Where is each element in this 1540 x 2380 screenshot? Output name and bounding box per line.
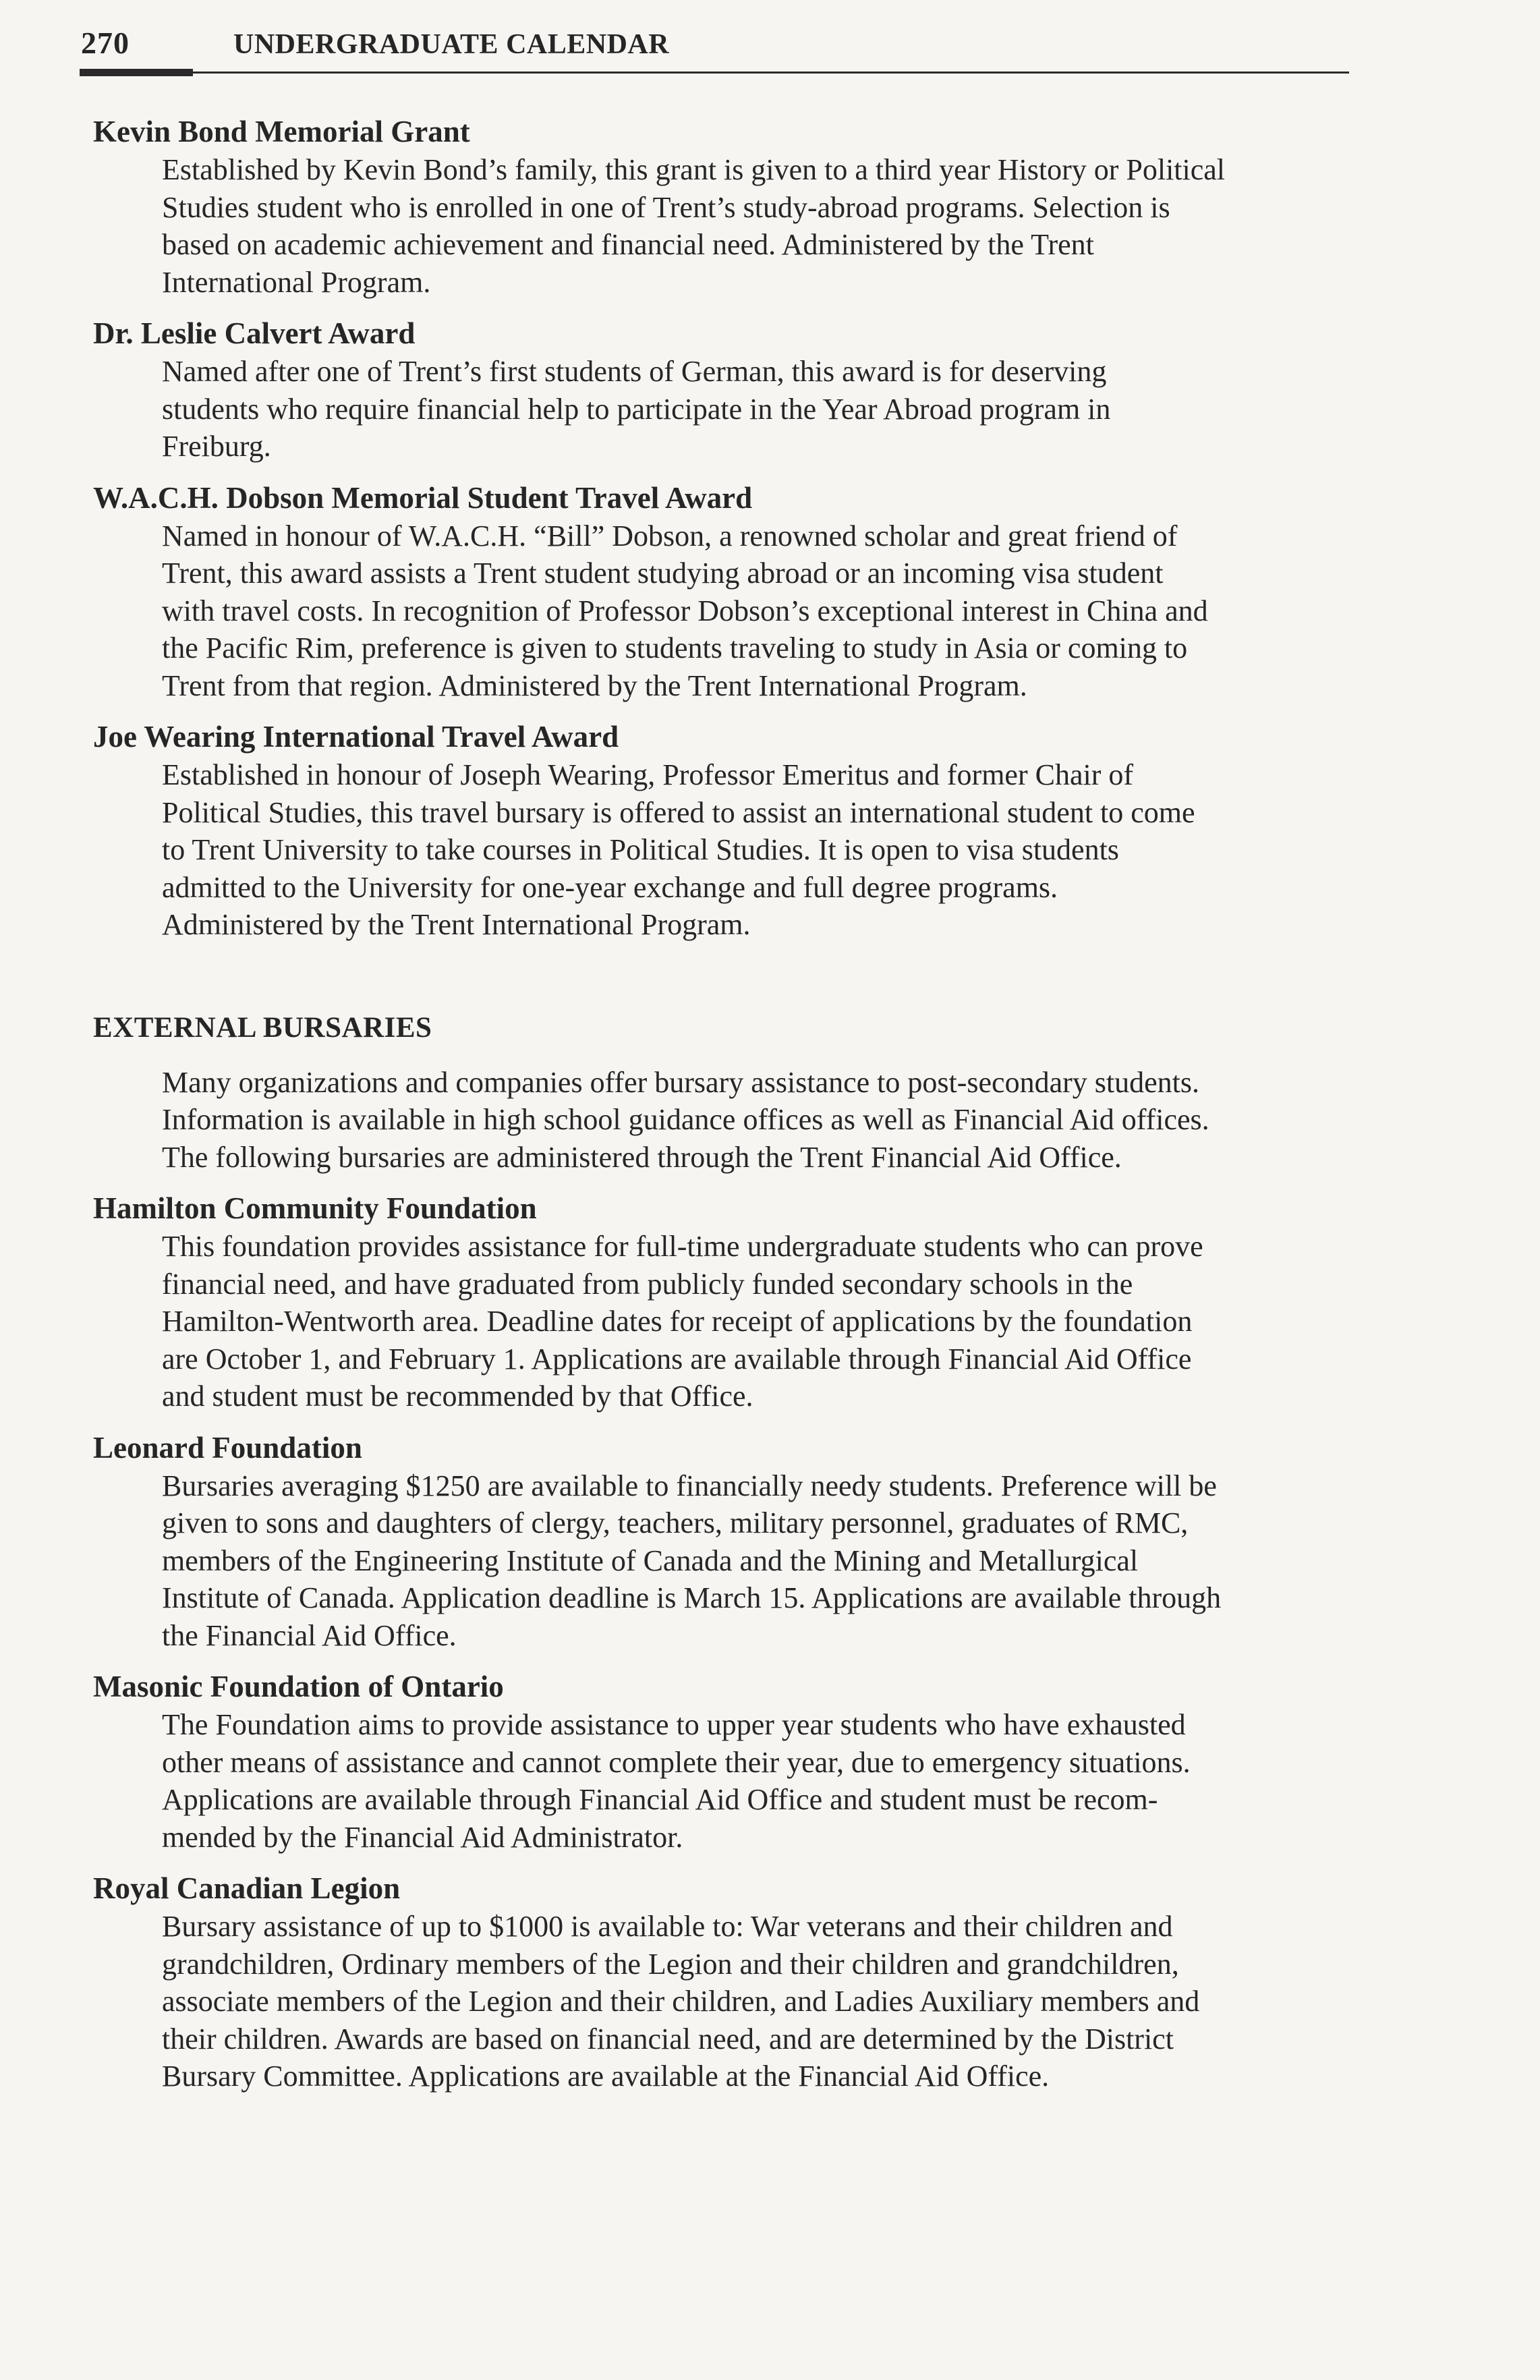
award-title: Dr. Leslie Calvert Award (93, 316, 416, 350)
bursary-description (162, 1706, 1361, 1856)
text-line: given to sons and daughters of clergy, teachers, military personnel, graduates of RMC, (162, 1506, 1189, 1539)
award-entry (93, 112, 1361, 301)
text-line: Bursaries averaging $1250 are available to financially needy students. Preference will be (162, 1469, 1217, 1502)
bursary-title: Leonard Foundation (93, 1430, 362, 1465)
text-line: the Financial Aid Office. (162, 1618, 457, 1652)
text-line: members of the Engineering Institute of Canada and the Mining and Metallurgical (162, 1543, 1139, 1577)
text-line: the Pacific Rim, preference is given to students traveling to study in Asia or coming to (162, 631, 1188, 664)
text-line: Administered by the Trent International Program. (162, 908, 751, 941)
section-intro (162, 1064, 1361, 1177)
text-line: mended by the Financial Aid Administrator. (162, 1820, 683, 1854)
bursary-title: Masonic Foundation of Ontario (93, 1670, 504, 1703)
award-title: W.A.C.H. Dobson Memorial Student Travel Award (93, 480, 753, 515)
bursary-entry (93, 1189, 1361, 1415)
bursary-description (162, 1908, 1361, 2095)
text-line: Established by Kevin Bond’s family, this grant is given to a third year History or Political (162, 153, 1226, 186)
text-line: to Trent University to take courses in Political Studies. It is open to visa students (162, 833, 1119, 866)
text-line: admitted to the University for one-year exchange and full degree programs. (162, 870, 1058, 904)
text-line: Named after one of Trent’s first students of German, this award is for deserving (162, 355, 1107, 388)
text-line: financial need, and have graduated from publicly funded secondary schools in the (162, 1267, 1133, 1301)
text-line: grandchildren, Ordinary members of the Legion and their children and grandchildren, (162, 1947, 1179, 1981)
text-line: students who require financial help to participate in the Year Abroad program in (162, 392, 1111, 426)
text-line: The Foundation aims to provide assistance to upper year students who have exhausted (162, 1708, 1186, 1741)
text-line: Named in honour of W.A.C.H. “Bill” Dobson, a renowned scholar and great friend of (162, 519, 1178, 552)
text-line: Political Studies, this travel bursary is offered to assist an international student to come (162, 795, 1195, 829)
bursary-entry (93, 1869, 1361, 2095)
bursary-entry (93, 1667, 1361, 1856)
text-line: Many organizations and companies offer bursary assistance to post-secondary students. (162, 1065, 1199, 1099)
award-description (162, 517, 1361, 705)
bursary-title: Royal Canadian Legion (93, 1871, 401, 1905)
text-line: Information is available in high school guidance offices as well as Financial Aid offices. (162, 1103, 1209, 1136)
text-line: associate members of the Legion and their children, and Ladies Auxiliary members and (162, 1985, 1200, 2018)
page-content (93, 112, 1361, 2108)
text-line: and student must be recommended by that Office. (162, 1380, 753, 1413)
award-entry (93, 478, 1361, 705)
text-line: their children. Awards are based on financial need, and are determined by the District (162, 2022, 1174, 2056)
running-head (80, 24, 1349, 78)
bursary-description (162, 1467, 1361, 1655)
award-entry (93, 314, 1361, 465)
section-heading-external-bursaries: EXTERNAL BURSARIES (93, 1011, 432, 1044)
award-description (162, 353, 1361, 465)
page-number: 270 (81, 26, 130, 60)
text-line: Trent, this award assists a Trent student studying abroad or an incoming visa student (162, 557, 1164, 590)
text-line: with travel costs. In recognition of Professor Dobson’s exceptional interest in China and (162, 594, 1208, 627)
bursary-description (162, 1228, 1361, 1415)
text-line: Bursary Committee. Applications are available at the Financial Aid Office. (162, 2060, 1050, 2093)
award-entry (93, 717, 1361, 944)
bursary-entry (93, 1428, 1361, 1655)
award-title: Joe Wearing International Travel Award (93, 720, 619, 754)
text-line: Trent from that region. Administered by the Trent International Program. (162, 669, 1027, 702)
text-line: Applications are available through Financial Aid Office and student must be recom- (162, 1783, 1158, 1816)
text-line: Bursary assistance of up to $1000 is available to: War veterans and their children and (162, 1910, 1173, 1943)
award-title: Kevin Bond Memorial Grant (93, 115, 470, 148)
text-line: other means of assistance and cannot complete their year, due to emergency situations. (162, 1745, 1191, 1779)
text-line: based on academic achievement and financial need. Administered by the Trent (162, 228, 1094, 261)
text-line: Freiburg. (162, 430, 271, 463)
bursary-title: Hamilton Community Foundation (93, 1191, 537, 1225)
text-line: Established in honour of Joseph Wearing, Professor Emeritus and former Chair of (162, 758, 1134, 791)
text-line: Hamilton-Wentworth area. Deadline dates for receipt of applications by the foundation (162, 1305, 1193, 1338)
text-line: This foundation provides assistance for full-time undergraduate students who can prove (162, 1230, 1203, 1263)
award-description (162, 756, 1361, 944)
header-rule (80, 72, 1349, 74)
award-description (162, 151, 1361, 301)
text-line: International Program. (162, 265, 431, 299)
text-line: The following bursaries are administered through the Trent Financial Aid Office. (162, 1140, 1122, 1174)
calendar-title: UNDERGRADUATE CALENDAR (233, 29, 670, 60)
text-line: are October 1, and February 1. Applications are available through Financial Aid Office (162, 1342, 1192, 1376)
text-line: Institute of Canada. Application deadline is March 15. Applications are available through (162, 1581, 1222, 1614)
header-rule-accent (80, 69, 193, 76)
text-line: Studies student who is enrolled in one of Trent’s study-abroad programs. Selection is (162, 190, 1170, 224)
